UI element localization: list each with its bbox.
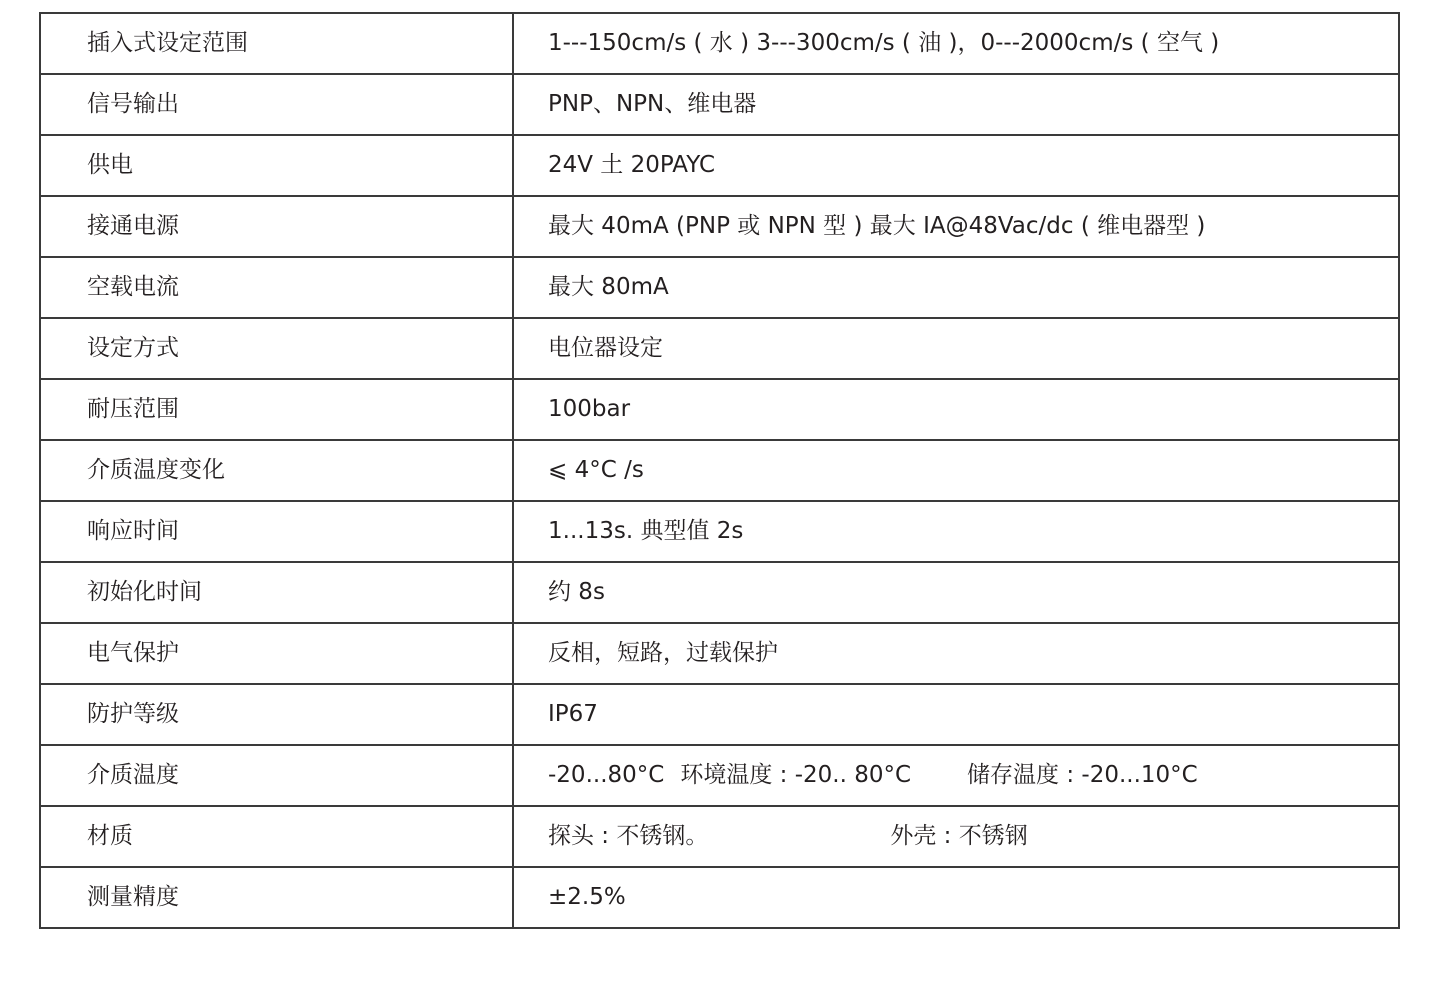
- table-row: [40, 196, 1399, 257]
- table-row: [40, 13, 1399, 74]
- ambient-temperature-value: 环境温度 : -20.. 80°C: [680, 762, 912, 788]
- row-value: 24V 土 20PAYC: [513, 135, 1399, 196]
- row-value: 1---150cm/s ( 水 ) 3---300cm/s ( 油 )，0---2000cm/s ( 空气 ): [513, 13, 1399, 74]
- probe-material-value: 探头 : 不锈钢。: [548, 823, 709, 849]
- spec-table: [39, 12, 1400, 929]
- table-row: [40, 745, 1399, 806]
- table-row: [40, 257, 1399, 318]
- row-label: 测量精度: [40, 867, 513, 928]
- table-row: [40, 562, 1399, 623]
- row-value: 最大 80mA: [513, 257, 1399, 318]
- row-label: 插入式设定范围: [40, 13, 513, 74]
- table-row: [40, 74, 1399, 135]
- medium-temperature-value: -20...80°C: [548, 762, 665, 788]
- row-label: 电气保护: [40, 623, 513, 684]
- table-row: [40, 440, 1399, 501]
- row-label: 响应时间: [40, 501, 513, 562]
- table-row: [40, 501, 1399, 562]
- row-value: 电位器设定: [513, 318, 1399, 379]
- row-value: 约 8s: [513, 562, 1399, 623]
- table-row: [40, 867, 1399, 928]
- row-label: 初始化时间: [40, 562, 513, 623]
- row-label: 防护等级: [40, 684, 513, 745]
- table-row: [40, 379, 1399, 440]
- table-row: [40, 318, 1399, 379]
- row-value: PNP、NPN、维电器: [513, 74, 1399, 135]
- row-value: ±2.5%: [513, 867, 1399, 928]
- row-label: 介质温度变化: [40, 440, 513, 501]
- row-value: 1...13s. 典型值 2s: [513, 501, 1399, 562]
- row-value: ⩽ 4°C /s: [513, 440, 1399, 501]
- row-value: 100bar: [513, 379, 1399, 440]
- row-label: 设定方式: [40, 318, 513, 379]
- table-row: [40, 135, 1399, 196]
- row-value: [513, 745, 1399, 806]
- row-label: 供电: [40, 135, 513, 196]
- row-label: 耐压范围: [40, 379, 513, 440]
- row-value: 最大 40mA (PNP 或 NPN 型 ) 最大 IA@48Vac/dc ( 维电器型 ): [513, 196, 1399, 257]
- housing-material-value: 外壳 : 不锈钢: [890, 823, 1028, 849]
- row-value: IP67: [513, 684, 1399, 745]
- row-label: 接通电源: [40, 196, 513, 257]
- table-row: [40, 684, 1399, 745]
- row-label: 信号输出: [40, 74, 513, 135]
- row-label: 材质: [40, 806, 513, 867]
- row-value: 反相，短路，过载保护: [513, 623, 1399, 684]
- storage-temperature-value: 储存温度 : -20...10°C: [967, 762, 1198, 788]
- row-value: [513, 806, 1399, 867]
- table-row: [40, 623, 1399, 684]
- row-label: 介质温度: [40, 745, 513, 806]
- row-label: 空载电流: [40, 257, 513, 318]
- table-row: [40, 806, 1399, 867]
